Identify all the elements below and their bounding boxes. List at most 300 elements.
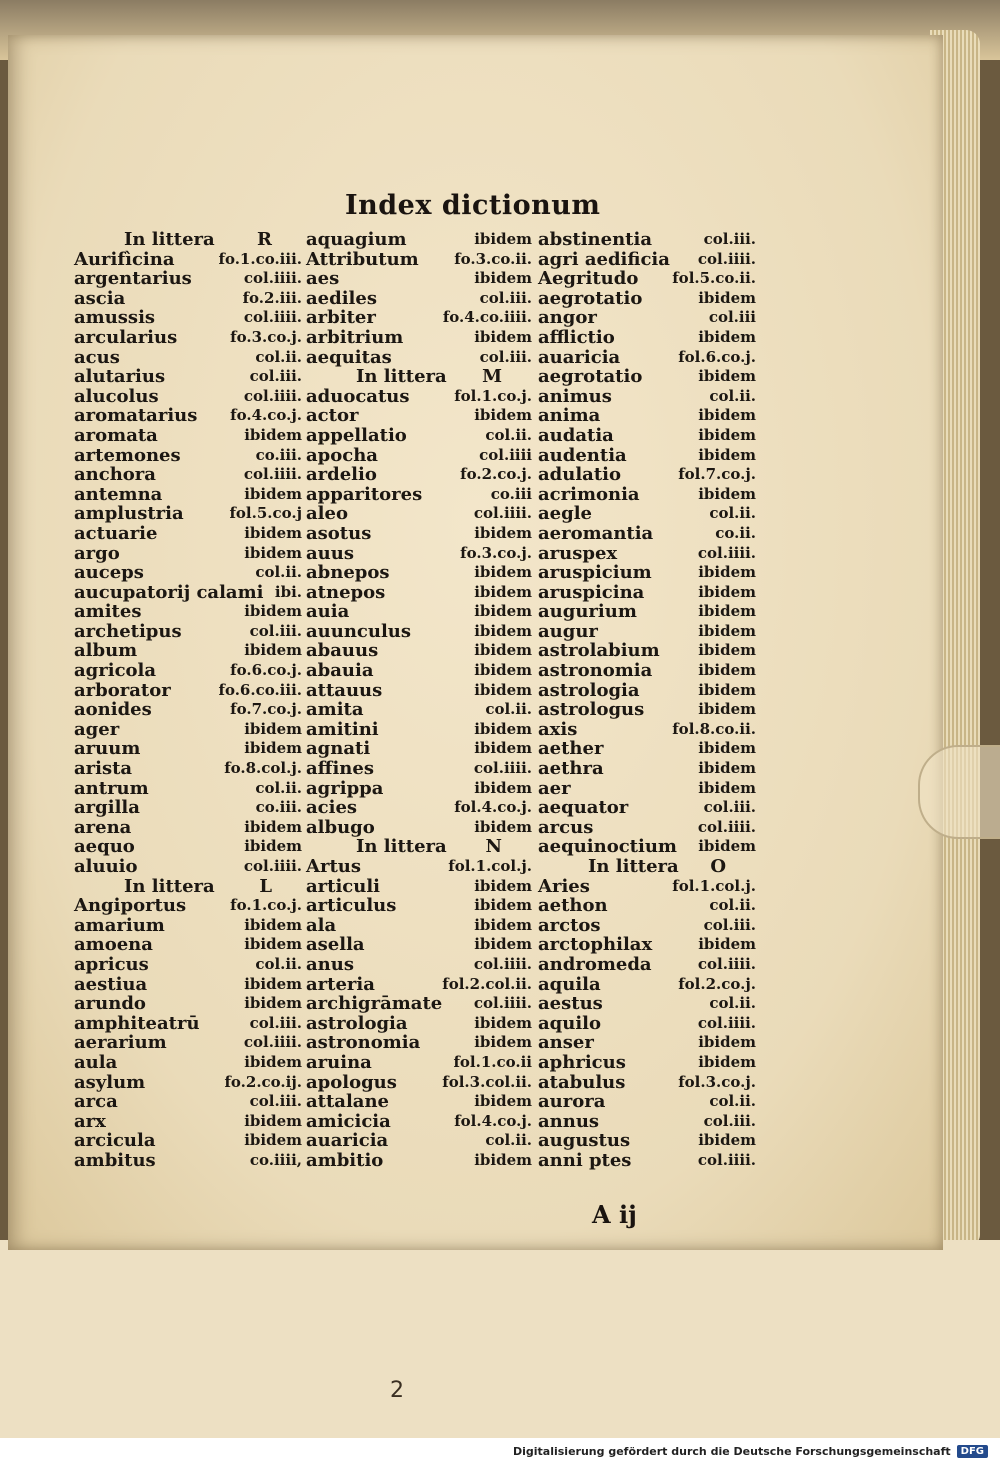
entry-reference: ibidem	[474, 1092, 532, 1111]
entry-word: angor	[538, 307, 597, 329]
index-entry	[538, 994, 756, 1014]
entry-word: atabulus	[538, 1071, 626, 1093]
entry-word: aegrotatio	[538, 287, 643, 309]
entry-reference: col.iiii	[479, 445, 532, 464]
index-entry	[74, 798, 302, 818]
index-column-1	[74, 230, 302, 1171]
entry-word: aerarium	[74, 1032, 167, 1054]
index-entry	[538, 759, 756, 779]
entry-word: aruspicina	[538, 581, 645, 603]
index-entry	[538, 230, 756, 250]
entry-reference: ibidem	[244, 974, 302, 993]
entry-word: amphiteatrū	[74, 1012, 200, 1034]
index-entry	[74, 426, 302, 446]
footer-bar	[0, 1438, 1000, 1464]
entry-reference: ibidem	[698, 700, 756, 719]
entry-reference: col.iiii.	[243, 269, 302, 288]
entry-reference: ibidem	[244, 915, 302, 934]
entry-word: andromeda	[538, 953, 652, 975]
index-entry	[306, 406, 532, 426]
entry-reference: col.iii.	[249, 1013, 302, 1032]
entry-reference: fo.2.co.ij.	[224, 1072, 302, 1091]
entry-reference: co.ii.	[715, 523, 756, 542]
section-heading-label: In littera	[588, 856, 679, 877]
entry-word: astrologus	[538, 699, 645, 721]
entry-word: augur	[538, 620, 598, 642]
entry-reference: ibidem	[244, 935, 302, 954]
entry-word: amicicia	[306, 1110, 391, 1132]
index-entry	[306, 328, 532, 348]
entry-reference: fo.3.co.j.	[460, 543, 532, 562]
index-entry	[538, 602, 756, 622]
entry-reference: col.iiii.	[243, 1033, 302, 1052]
entry-reference: fol.4.co.j.	[454, 798, 532, 817]
entry-reference: co.iii.	[255, 445, 302, 464]
entry-word: atnepos	[306, 581, 386, 603]
index-entry	[538, 935, 756, 955]
index-entry	[538, 406, 756, 426]
index-entry	[538, 544, 756, 564]
entry-word: aestiua	[74, 973, 148, 995]
entry-reference: fo.3.co.j.	[230, 327, 302, 346]
index-entry	[74, 328, 302, 348]
entry-word: arteria	[306, 973, 375, 995]
entry-reference: ibidem	[474, 935, 532, 954]
entry-word: aequinoctium	[538, 836, 677, 858]
index-entry	[538, 1131, 756, 1151]
entry-reference: col.ii.	[485, 1131, 532, 1150]
entry-word: ager	[74, 718, 120, 740]
entry-word: aether	[538, 738, 604, 760]
entry-reference: col.iii	[708, 308, 756, 327]
index-entry	[74, 837, 302, 857]
entry-word: ambitio	[306, 1149, 384, 1171]
entry-reference: co.iii	[490, 484, 532, 503]
entry-reference: ibidem	[698, 582, 756, 601]
entry-word: afflictio	[538, 326, 615, 348]
entry-reference: ibidem	[698, 661, 756, 680]
entry-reference: ibidem	[698, 680, 756, 699]
entry-word: auia	[306, 601, 350, 623]
entry-word: aquila	[538, 973, 601, 995]
index-entry	[306, 779, 532, 799]
entry-reference: col.iii.	[249, 621, 302, 640]
entry-reference: ibidem	[244, 837, 302, 856]
index-entry	[74, 975, 302, 995]
entry-word: acrimonia	[538, 483, 640, 505]
entry-word: aer	[538, 777, 571, 799]
entry-reference: col.iiii.	[473, 954, 532, 973]
index-entry	[74, 602, 302, 622]
section-heading	[538, 857, 756, 877]
entry-reference: ibidem	[474, 641, 532, 660]
entry-reference: ibidem	[244, 425, 302, 444]
entry-word: apparitores	[306, 483, 423, 505]
entry-word: arista	[74, 758, 133, 780]
index-entry	[538, 504, 756, 524]
entry-reference: col.iii.	[703, 230, 756, 248]
index-entry	[74, 544, 302, 564]
entry-word: aucupatorij calami	[74, 581, 264, 603]
entry-reference: ibidem	[474, 739, 532, 758]
entry-reference: ibidem	[698, 935, 756, 954]
index-entry	[306, 916, 532, 936]
section-heading-letter: M	[482, 366, 502, 388]
index-entry	[74, 563, 302, 583]
entry-reference: ibidem	[698, 739, 756, 758]
index-entry	[74, 779, 302, 799]
index-entry	[74, 446, 302, 466]
index-entry	[74, 641, 302, 661]
entry-reference: col.ii.	[485, 700, 532, 719]
entry-reference: fo.8.col.j.	[224, 759, 302, 778]
entry-reference: ibidem	[698, 837, 756, 856]
entry-reference: ibidem	[474, 661, 532, 680]
entry-reference: ibidem	[474, 1033, 532, 1052]
index-entry	[538, 583, 756, 603]
index-entry	[306, 426, 532, 446]
entry-word: astronomia	[538, 660, 653, 682]
entry-word: astrologia	[538, 679, 640, 701]
index-entry	[306, 877, 532, 897]
entry-word: arcus	[538, 816, 594, 838]
entry-reference: ibidem	[474, 719, 532, 738]
entry-word: abnepos	[306, 562, 390, 584]
entry-reference: col.iii.	[479, 347, 532, 366]
entry-word: aegrotatio	[538, 366, 643, 388]
entry-word: aequator	[538, 797, 629, 819]
entry-word: albugo	[306, 816, 375, 838]
entry-reference: ibidem	[244, 1111, 302, 1130]
entry-word: affines	[306, 758, 374, 780]
entry-word: astrolabium	[538, 640, 660, 662]
index-entry	[74, 739, 302, 759]
index-entry	[74, 1073, 302, 1093]
entry-word: attauus	[306, 679, 383, 701]
entry-word: aula	[74, 1051, 118, 1073]
entry-word: anima	[538, 405, 601, 427]
index-entry	[74, 485, 302, 505]
entry-reference: ibidem	[698, 1052, 756, 1071]
entry-reference: ibidem	[698, 445, 756, 464]
entry-reference: col.iiii.	[697, 1150, 756, 1169]
section-heading-letter: L	[259, 875, 272, 897]
index-entry	[538, 641, 756, 661]
index-entry	[74, 348, 302, 368]
index-entry	[74, 524, 302, 544]
entry-word: amita	[306, 699, 364, 721]
page-bottom	[0, 1240, 1000, 1440]
entry-reference: ibidem	[474, 269, 532, 288]
index-entry	[74, 367, 302, 387]
index-entry	[74, 1131, 302, 1151]
entry-reference: ibidem	[474, 523, 532, 542]
entry-word: arcicula	[74, 1130, 156, 1152]
index-entry	[74, 387, 302, 407]
entry-reference: col.iiii.	[473, 994, 532, 1013]
entry-reference: ibidem	[474, 1013, 532, 1032]
entry-reference: col.ii.	[255, 347, 302, 366]
entry-word: apricus	[74, 953, 149, 975]
entry-reference: col.iii.	[479, 288, 532, 307]
entry-word: arctophilax	[538, 934, 653, 956]
index-entry	[74, 661, 302, 681]
entry-word: aethra	[538, 758, 604, 780]
entry-word: auceps	[74, 562, 144, 584]
index-entry	[74, 583, 302, 603]
entry-reference: col.ii.	[255, 778, 302, 797]
entry-reference: ibidem	[244, 1052, 302, 1071]
page-title: Index dictionum	[345, 190, 601, 221]
entry-reference: co.iii.	[255, 798, 302, 817]
entry-word: aequitas	[306, 346, 392, 368]
entry-word: aonides	[74, 699, 152, 721]
entry-word: agri aedificia	[538, 248, 670, 270]
section-heading-label: In littera	[356, 836, 447, 858]
entry-word: adulatio	[538, 464, 621, 486]
index-entry	[306, 739, 532, 759]
entry-reference: col.ii.	[255, 563, 302, 582]
entry-word: ala	[306, 914, 337, 936]
entry-word: amplustria	[74, 503, 184, 525]
index-entry	[538, 681, 756, 701]
entry-word: asylum	[74, 1071, 146, 1093]
entry-word: Aurifìcina	[74, 248, 175, 270]
entry-word: auaricia	[538, 346, 621, 368]
index-entry	[74, 1014, 302, 1034]
entry-reference: ibidem	[474, 876, 532, 895]
index-entry	[306, 563, 532, 583]
entry-word: audatia	[538, 424, 614, 446]
entry-word: argo	[74, 542, 120, 564]
index-entry	[306, 289, 532, 309]
index-entry	[74, 994, 302, 1014]
entry-reference: col.ii.	[709, 504, 756, 523]
entry-reference: fo.7.co.j.	[230, 700, 302, 719]
entry-word: arctos	[538, 914, 601, 936]
entry-reference: ibidem	[244, 641, 302, 660]
entry-word: arborator	[74, 679, 171, 701]
entry-word: arundo	[74, 993, 146, 1015]
entry-word: aurora	[538, 1091, 606, 1113]
section-heading-label: In littera	[124, 229, 215, 250]
index-entry	[538, 367, 756, 387]
index-entry	[306, 465, 532, 485]
entry-word: apologus	[306, 1071, 397, 1093]
index-entry	[538, 446, 756, 466]
entry-reference: ibidem	[698, 484, 756, 503]
entry-reference: ibidem	[474, 563, 532, 582]
entry-reference: col.iiii.	[243, 465, 302, 484]
entry-word: augustus	[538, 1130, 631, 1152]
index-entry	[306, 250, 532, 270]
entry-word: archigrāmate	[306, 993, 443, 1015]
entry-word: aruspicium	[538, 562, 652, 584]
index-entry	[306, 994, 532, 1014]
index-entry	[74, 857, 302, 877]
index-entry	[538, 1033, 756, 1053]
entry-reference: col.iiii.	[243, 386, 302, 405]
entry-word: actor	[306, 405, 359, 427]
index-entry	[306, 348, 532, 368]
entry-reference: co.iiii,	[249, 1150, 302, 1169]
entry-word: auunculus	[306, 620, 412, 642]
entry-word: asella	[306, 934, 365, 956]
entry-word: Angiportus	[74, 895, 187, 917]
entry-word: ardelio	[306, 464, 377, 486]
index-entry	[306, 935, 532, 955]
index-entry	[538, 700, 756, 720]
entry-word: argilla	[74, 797, 140, 819]
index-column-3	[538, 230, 756, 1171]
entry-word: album	[74, 640, 138, 662]
entry-word: animus	[538, 385, 612, 407]
index-entry	[538, 1014, 756, 1034]
index-entry	[306, 1053, 532, 1073]
entry-reference: col.ii.	[709, 994, 756, 1013]
entry-reference: ibidem	[474, 896, 532, 915]
entry-reference: ibidem	[698, 563, 756, 582]
index-column-2	[306, 230, 532, 1171]
index-entry	[306, 1073, 532, 1093]
index-entry	[306, 759, 532, 779]
entry-word: arca	[74, 1091, 118, 1113]
index-entry	[306, 975, 532, 995]
index-entry	[306, 387, 532, 407]
entry-reference: ibidem	[474, 817, 532, 836]
entry-reference: fo.2.iii.	[242, 288, 302, 307]
index-entry	[74, 622, 302, 642]
entry-reference: fol.5.co.ii.	[672, 269, 756, 288]
index-entry	[538, 1053, 756, 1073]
index-entry	[306, 1131, 532, 1151]
entry-reference: col.iii.	[703, 1111, 756, 1130]
entry-word: Artus	[306, 856, 361, 877]
entry-word: astrologia	[306, 1012, 408, 1034]
dfg-logo: DFG	[957, 1445, 988, 1458]
entry-word: aestus	[538, 993, 603, 1015]
section-heading-letter: R	[257, 229, 272, 250]
entry-word: aluuio	[74, 856, 138, 877]
index-entry	[74, 289, 302, 309]
index-entry	[306, 720, 532, 740]
index-entry	[306, 661, 532, 681]
entry-reference: ibidem	[244, 739, 302, 758]
index-entry	[74, 1092, 302, 1112]
entry-word: abauia	[306, 660, 374, 682]
entry-word: aegle	[538, 503, 592, 525]
index-entry	[538, 308, 756, 328]
entry-word: amoena	[74, 934, 153, 956]
index-entry	[538, 485, 756, 505]
index-entry	[538, 916, 756, 936]
entry-reference: ibidem	[698, 425, 756, 444]
entry-word: articuli	[306, 875, 381, 897]
index-entry	[306, 504, 532, 524]
index-entry	[306, 1151, 532, 1171]
entry-reference: col.iiii.	[697, 954, 756, 973]
entry-reference: ibidem	[698, 641, 756, 660]
index-entry	[306, 1014, 532, 1034]
index-entry	[306, 230, 532, 250]
index-entry	[538, 975, 756, 995]
index-entry	[538, 896, 756, 916]
entry-reference: ibidem	[698, 367, 756, 386]
entry-word: aediles	[306, 287, 377, 309]
entry-word: acies	[306, 797, 358, 819]
index-entry	[538, 622, 756, 642]
entry-word: alutarius	[74, 366, 166, 388]
index-entry	[538, 289, 756, 309]
entry-reference: ibidem	[474, 602, 532, 621]
entry-reference: fol.2.col.ii.	[442, 974, 532, 993]
index-entry	[74, 916, 302, 936]
index-entry	[538, 661, 756, 681]
section-heading	[74, 877, 302, 897]
index-entry	[74, 1112, 302, 1132]
entry-word: agrippa	[306, 777, 384, 799]
entry-reference: fol.1.co.ii	[453, 1052, 532, 1071]
entry-reference: fol.1.co.j.	[454, 386, 532, 405]
index-entry	[74, 1053, 302, 1073]
index-entry	[306, 641, 532, 661]
entry-word: aruspex	[538, 542, 618, 564]
index-entry	[74, 308, 302, 328]
entry-word: amitini	[306, 718, 379, 740]
entry-reference: ibidem	[474, 680, 532, 699]
entry-word: astronomia	[306, 1032, 421, 1054]
entry-reference: fol.8.co.ii.	[672, 719, 756, 738]
entry-word: ascia	[74, 287, 126, 309]
index-entry	[306, 955, 532, 975]
entry-reference: ibi.	[274, 582, 302, 601]
entry-reference: ibidem	[244, 484, 302, 503]
entry-word: abstinentia	[538, 229, 652, 250]
index-entry	[306, 857, 532, 877]
index-entry	[306, 485, 532, 505]
entry-word: appellatio	[306, 424, 407, 446]
section-heading-letter: O	[710, 856, 726, 877]
index-entry	[538, 269, 756, 289]
entry-reference: fol.1.col.j.	[448, 857, 532, 875]
entry-reference: fol.3.col.ii.	[442, 1072, 532, 1091]
entry-reference: ibidem	[474, 406, 532, 425]
index-entry	[538, 563, 756, 583]
index-entry	[74, 955, 302, 975]
entry-reference: col.iiii.	[697, 817, 756, 836]
entry-word: antrum	[74, 777, 149, 799]
page-clip	[918, 745, 1000, 839]
entry-word: amussis	[74, 307, 156, 329]
entry-reference: ibidem	[698, 759, 756, 778]
entry-word: annus	[538, 1110, 600, 1132]
entry-word: alucolus	[74, 385, 159, 407]
entry-word: aquagium	[306, 229, 407, 250]
index-entry	[74, 681, 302, 701]
entry-reference: ibidem	[698, 602, 756, 621]
index-entry	[306, 896, 532, 916]
entry-reference: ibidem	[244, 523, 302, 542]
entry-word: aromatarius	[74, 405, 198, 427]
entry-reference: col.iii.	[703, 798, 756, 817]
entry-reference: fol.3.co.j.	[678, 1072, 756, 1091]
entry-reference: ibidem	[474, 915, 532, 934]
entry-word: agricola	[74, 660, 157, 682]
entry-word: audentia	[538, 444, 627, 466]
entry-reference: ibidem	[244, 994, 302, 1013]
entry-reference: col.iii.	[703, 915, 756, 934]
entry-word: anni ptes	[538, 1149, 632, 1171]
